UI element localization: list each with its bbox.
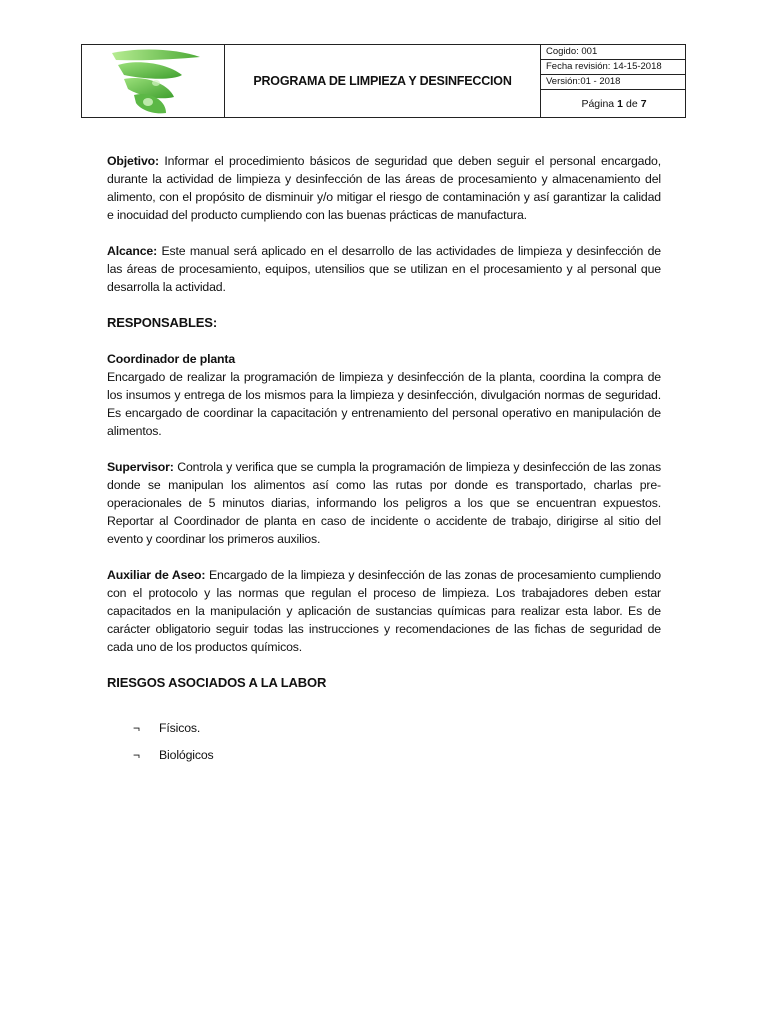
document-version: Versión:01 - 2018 [541,75,685,90]
responsables-heading: RESPONSABLES: [107,315,218,330]
page-label: Página [581,97,615,110]
revision-date: Fecha revisión: 14-15-2018 [541,60,685,75]
page-of: de [626,97,638,110]
page-current: 1 [617,97,623,110]
riesgos-heading: RIESGOS ASOCIADOS A LA LABOR [107,675,327,690]
alcance-paragraph [107,242,661,296]
supervisor-text: Controla y verifica que se cumpla la programación de limpieza y desinfección de las zonas donde se manipulan los alimentos así como las rutas por donde es transportado, charlas pre-operacionales de 5 minutos diarias, informando los peligros a los que se encuentran expuestos. Reportar al Coordinador de planta en caso de incidente o accidente de trabajo, dirigirse al sitio del evento y coordinar los primeros auxilios. [107,460,661,546]
document-header [81,44,686,118]
riesgo-item-text: Biológicos [159,747,214,762]
supervisor-paragraph [107,458,661,548]
bullet-icon: ¬ [133,747,140,762]
objetivo-paragraph [107,152,661,224]
logo-cell [82,45,225,117]
page-indicator [541,90,685,117]
riesgo-item-text: Físicos. [159,720,201,735]
objetivo-label: Objetivo: [107,154,159,168]
document-body [107,152,661,768]
document-title: PROGRAMA DE LIMPIEZA Y DESINFECCION [225,45,541,117]
auxiliar-paragraph [107,566,661,656]
list-item [107,714,661,741]
auxiliar-text: Encargado de la limpieza y desinfección de las zonas de procesamiento cumpliendo con el protocolo y las normas que regulan el proceso de limpieza. Los trabajadores deben estar capacitados en la manipulación y aplicación de sustancias químicas para realizar esta labor. Es de carácter obligatorio seguir todas las instrucciones y recomendaciones de las fichas de seguridad de cada uno de los productos químicos. [107,568,661,654]
supervisor-label: Supervisor: [107,460,174,474]
document-meta [541,45,685,117]
coordinador-text: Encargado de realizar la programación de limpieza y desinfección de la planta, coordina la compra de los insumos y entrega de los mismos para la limpieza y desinfección, divulgación normas de seguridad. Es encargado de coordinar la capacitación y entrenamiento del personal operativo en manipulación de alimentos. [107,370,661,438]
page-total: 7 [640,97,647,110]
objetivo-text: Informar el procedimiento básicos de seguridad que deben seguir el personal encargado, durante la actividad de limpieza y desinfección de las áreas de procesamiento y almacenamiento del alimento, con el propósito de disminuir y/o mitigar el riesgo de contaminación y así garantizar la calidad e inocuidad del producto cumpliendo con las buenas prácticas de manufactura. [107,154,661,222]
aloe-vera-leaves-icon [82,45,225,117]
bullet-icon: ¬ [133,720,140,735]
alcance-text: Este manual será aplicado en el desarrollo de las actividades de limpieza y desinfección de las áreas de procesamiento, equipos, utensilios que se utilizan en el procesamiento y al personal que desarrolla la actividad. [107,244,661,294]
coordinador-label: Coordinador de planta [107,352,236,366]
list-item [107,741,661,768]
document-code: Cogido: 001 [541,45,685,60]
auxiliar-label: Auxiliar de Aseo: [107,568,206,582]
riesgos-list [107,714,661,768]
alcance-label: Alcance: [107,244,158,258]
